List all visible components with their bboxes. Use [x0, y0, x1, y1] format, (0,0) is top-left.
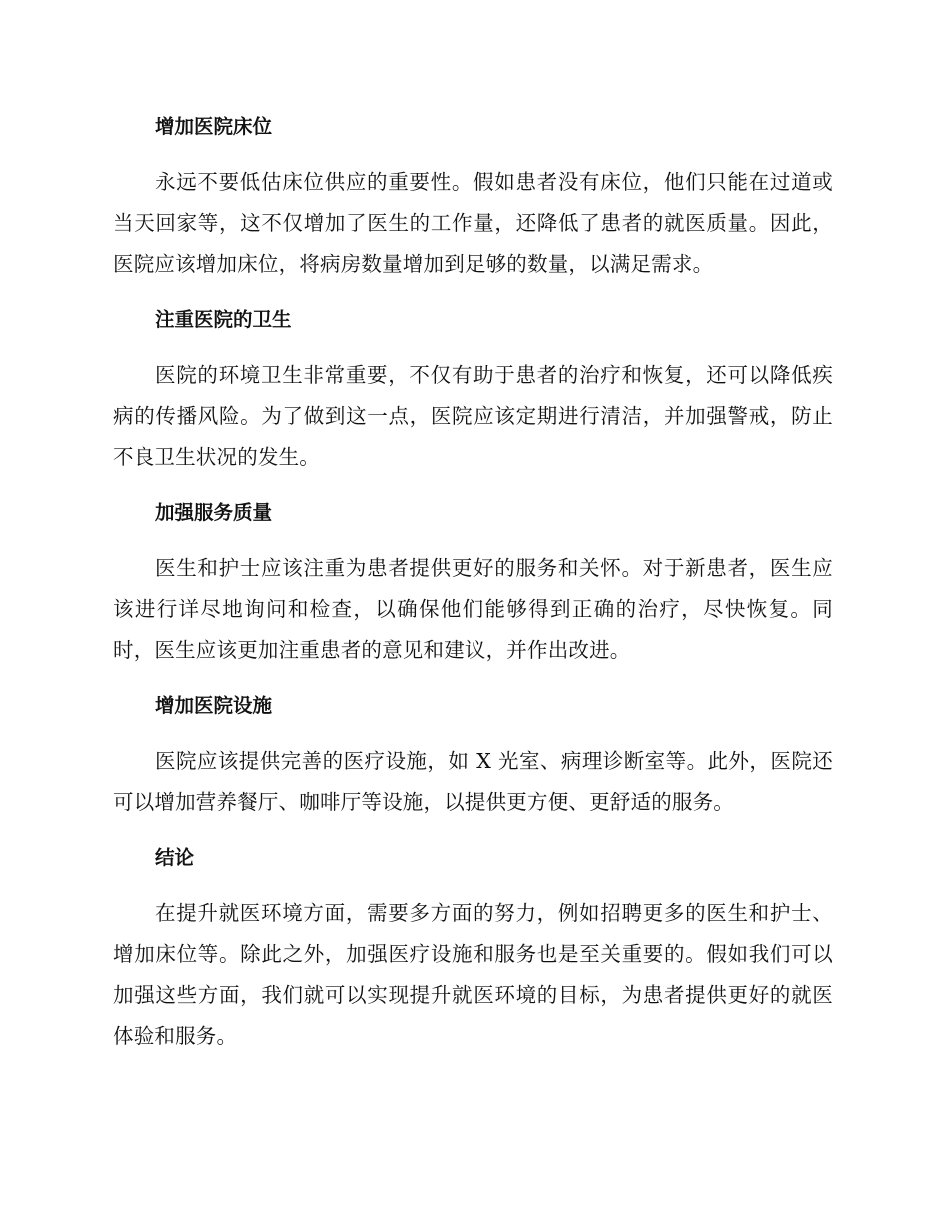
section-heading-service-quality: 加强服务质量 — [155, 501, 273, 524]
section-body-hygiene: 医院的环境卫生非常重要，不仅有助于患者的治疗和恢复，还可以降低疾病的传播风险。为了做到这一点，医院应该定期进行清洁，并加强警戒，防止不良卫生状况的发生。 — [113, 363, 833, 469]
section-heading-hygiene: 注重医院的卫生 — [155, 308, 292, 331]
section-body-service-quality: 医生和护士应该注重为患者提供更好的服务和关怀。对于新患者，医生应该进行详尽地询问和检查，以确保他们能够得到正确的治疗，尽快恢复。同时，医生应该更加注重患者的意见和建议，并作出改进。 — [113, 556, 833, 662]
section-body-conclusion: 在提升就医环境方面，需要多方面的努力，例如招聘更多的医生和护士、增加床位等。除此之外，加强医疗设施和服务也是至关重要的。假如我们可以加强这些方面，我们就可以实现提升就医环境的目标，为患者提供更好的就医体验和服务。 — [113, 901, 833, 1048]
section-heading-hospital-beds: 增加医院床位 — [155, 115, 273, 138]
document-content — [113, 108, 833, 1073]
section-body-facilities: 医院应该提供完善的医疗设施，如 X 光室、病理诊断室等。此外，医院还可以增加营养餐厅、咖啡厅等设施，以提供更方便、更舒适的服务。 — [113, 749, 833, 814]
section-heading-conclusion: 结论 — [155, 846, 195, 869]
section-body-hospital-beds: 永远不要低估床位供应的重要性。假如患者没有床位，他们只能在过道或当天回家等，这不仅增加了医生的工作量，还降低了患者的就医质量。因此，医院应该增加床位，将病房数量增加到足够的数量，以满足需求。 — [113, 170, 833, 276]
section-heading-facilities: 增加医院设施 — [155, 694, 273, 717]
